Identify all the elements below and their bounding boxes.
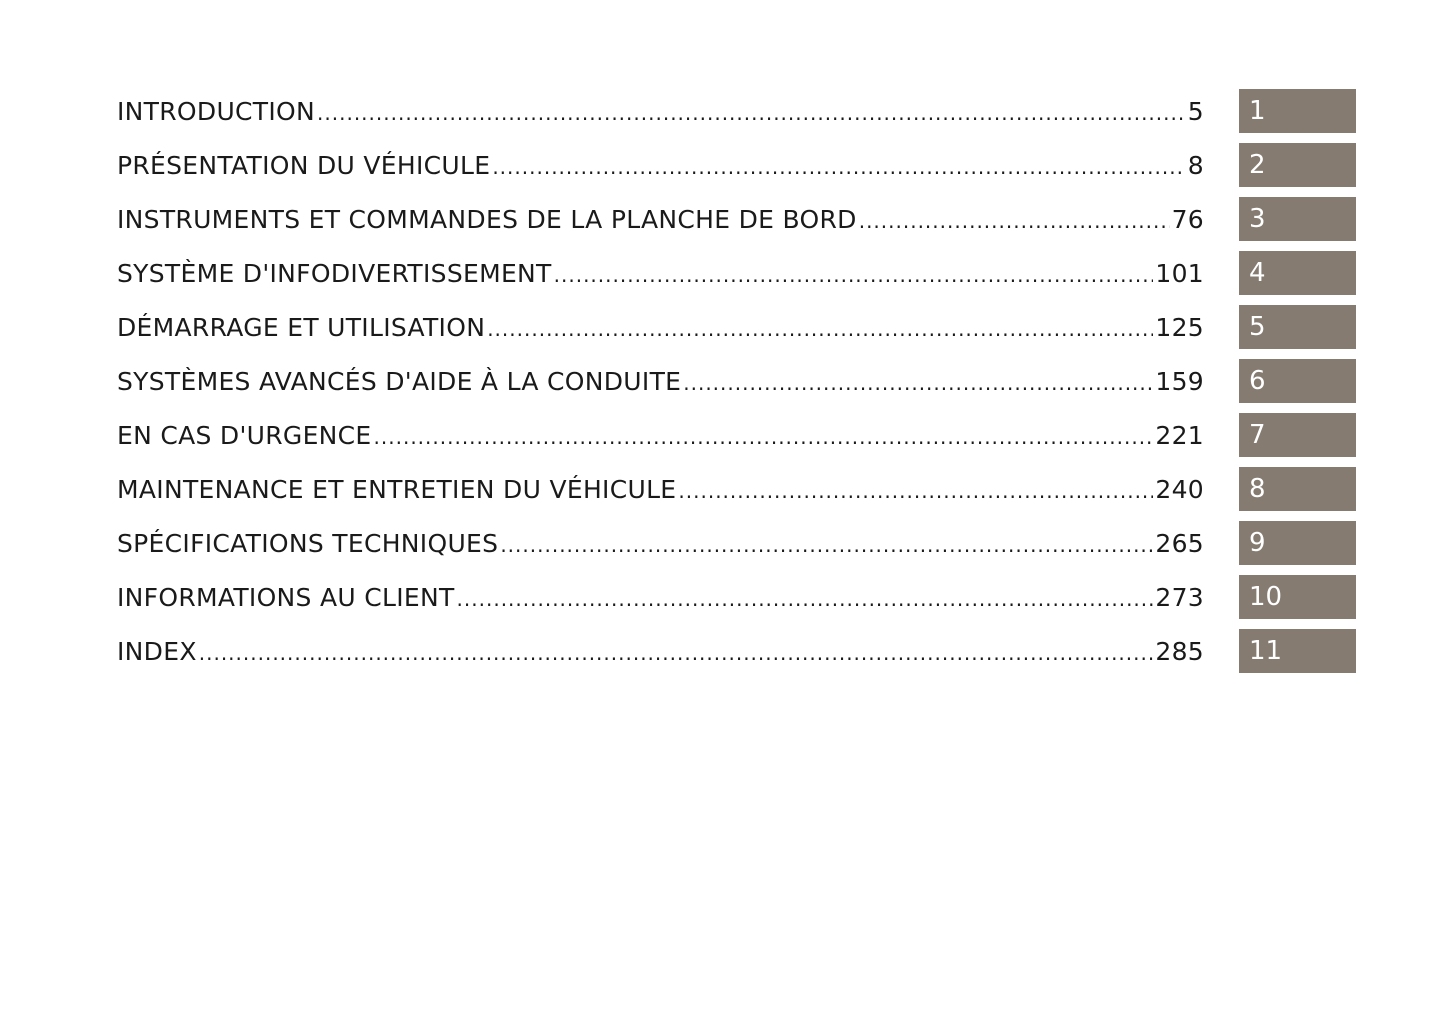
toc-entry-page: 125 bbox=[1155, 312, 1204, 342]
chapter-tab[interactable]: 11 bbox=[1239, 629, 1356, 673]
toc-row[interactable] bbox=[117, 629, 1356, 673]
dot-leader bbox=[554, 263, 1154, 287]
toc-entry-title: INDEX bbox=[117, 636, 197, 666]
toc-entry[interactable] bbox=[117, 97, 1204, 126]
toc-row[interactable] bbox=[117, 359, 1356, 403]
toc-entry-page: 221 bbox=[1155, 420, 1204, 450]
toc-entry-page: 273 bbox=[1155, 582, 1204, 612]
toc-entry-title: EN CAS D'URGENCE bbox=[117, 420, 372, 450]
dot-leader bbox=[683, 371, 1153, 395]
dot-leader bbox=[457, 587, 1154, 611]
toc-row[interactable] bbox=[117, 413, 1356, 457]
toc-entry[interactable] bbox=[117, 529, 1204, 558]
chapter-tab[interactable]: 4 bbox=[1239, 251, 1356, 295]
toc-row[interactable] bbox=[117, 89, 1356, 133]
toc-entry[interactable] bbox=[117, 421, 1204, 450]
dot-leader bbox=[199, 641, 1154, 665]
toc-entry-page: 5 bbox=[1187, 96, 1204, 126]
chapter-tab[interactable]: 9 bbox=[1239, 521, 1356, 565]
toc-entry-page: 265 bbox=[1155, 528, 1204, 558]
toc-entry-title: INTRODUCTION bbox=[117, 96, 316, 126]
toc-entry-page: 101 bbox=[1155, 258, 1204, 288]
toc-entry-title: INSTRUMENTS ET COMMANDES DE LA PLANCHE DE BORD bbox=[117, 204, 857, 234]
toc-entry[interactable] bbox=[117, 367, 1204, 396]
toc-entry[interactable] bbox=[117, 475, 1204, 504]
dot-leader bbox=[492, 155, 1185, 179]
toc-entry-title: MAINTENANCE ET ENTRETIEN DU VÉHICULE bbox=[117, 474, 677, 504]
toc-row[interactable] bbox=[117, 251, 1356, 295]
toc-row[interactable] bbox=[117, 197, 1356, 241]
chapter-tab[interactable]: 2 bbox=[1239, 143, 1356, 187]
dot-leader bbox=[317, 101, 1186, 125]
toc-entry-page: 8 bbox=[1187, 150, 1204, 180]
toc-row[interactable] bbox=[117, 575, 1356, 619]
toc-entry-title: PRÉSENTATION DU VÉHICULE bbox=[117, 150, 491, 180]
toc-entry-title: INFORMATIONS AU CLIENT bbox=[117, 582, 455, 612]
toc-entry-page: 285 bbox=[1155, 636, 1204, 666]
toc-entry[interactable] bbox=[117, 313, 1204, 342]
chapter-tab[interactable]: 6 bbox=[1239, 359, 1356, 403]
toc-entry[interactable] bbox=[117, 637, 1204, 666]
chapter-tab[interactable]: 3 bbox=[1239, 197, 1356, 241]
table-of-contents bbox=[117, 89, 1356, 683]
chapter-tab[interactable]: 1 bbox=[1239, 89, 1356, 133]
chapter-tab[interactable]: 8 bbox=[1239, 467, 1356, 511]
toc-row[interactable] bbox=[117, 143, 1356, 187]
chapter-tab[interactable]: 7 bbox=[1239, 413, 1356, 457]
toc-entry-page: 159 bbox=[1155, 366, 1204, 396]
toc-entry-page: 76 bbox=[1171, 204, 1204, 234]
toc-entry[interactable] bbox=[117, 205, 1204, 234]
dot-leader bbox=[500, 533, 1153, 557]
dot-leader bbox=[678, 479, 1153, 503]
toc-entry[interactable] bbox=[117, 151, 1204, 180]
chapter-tab[interactable]: 5 bbox=[1239, 305, 1356, 349]
toc-row[interactable] bbox=[117, 521, 1356, 565]
dot-leader bbox=[374, 425, 1154, 449]
toc-entry[interactable] bbox=[117, 259, 1204, 288]
chapter-tab[interactable]: 10 bbox=[1239, 575, 1356, 619]
toc-row[interactable] bbox=[117, 467, 1356, 511]
dot-leader bbox=[859, 209, 1170, 233]
toc-entry-page: 240 bbox=[1155, 474, 1204, 504]
toc-entry-title: SPÉCIFICATIONS TECHNIQUES bbox=[117, 528, 499, 558]
toc-entry-title: DÉMARRAGE ET UTILISATION bbox=[117, 312, 486, 342]
toc-row[interactable] bbox=[117, 305, 1356, 349]
dot-leader bbox=[487, 317, 1153, 341]
toc-entry[interactable] bbox=[117, 583, 1204, 612]
toc-entry-title: SYSTÈMES AVANCÉS D'AIDE À LA CONDUITE bbox=[117, 366, 682, 396]
toc-entry-title: SYSTÈME D'INFODIVERTISSEMENT bbox=[117, 258, 552, 288]
